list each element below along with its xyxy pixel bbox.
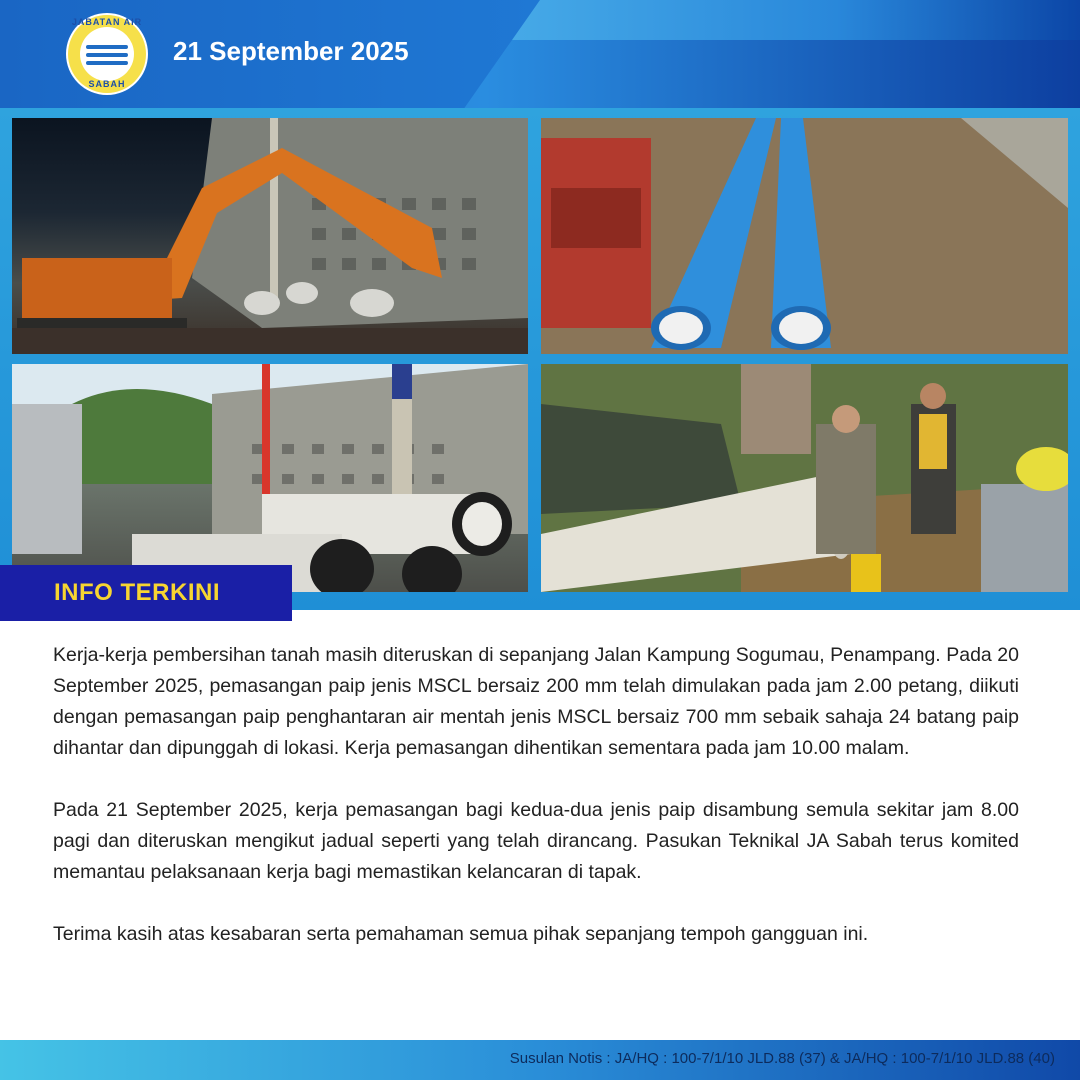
logo-text-bottom: SABAH [88, 79, 126, 89]
photo-crane-pipe-lift [12, 364, 528, 592]
logo-text-top: JABATAN AIR [71, 17, 143, 27]
crane-pipe-illustration [12, 364, 528, 592]
excavator-scene-illustration [12, 118, 528, 354]
jabatan-air-sabah-logo [68, 15, 146, 93]
notice-date: 21 September 2025 [173, 36, 409, 66]
body-paragraph: Kerja-kerja pembersihan tanah masih diteruskan di sepanjang Jalan Kampung Sogumau, Penampang. Pada 20 September 2025, pemasangan paip jenis MSCL bersaiz 200 mm telah dimulakan pada jam 2.00 petang, diikuti dengan pemasangan paip penghantaran air mentah jenis MSCL bersaiz 700 mm sebaik sahaja 24 batang paip dihantar dan dipunggah di lokasi. Kerja pemasangan dihentikan sementara pada jam 10.00 malam. [53, 644, 1019, 759]
header-banner [0, 0, 1080, 108]
water-wave-icon [86, 45, 128, 49]
photo-excavator-night [12, 118, 528, 354]
water-wave-icon [86, 61, 128, 65]
body-paragraph: Pada 21 September 2025, kerja pemasangan bagi kedua-dua jenis paip disambung semula sekitar jam 8.00 pagi dan diteruskan mengikut jadual seperti yang telah dirancang. Pasukan Teknikal JA Sabah terus komited memantau pelaksanaan kerja bagi memastikan kelancaran di tapak. [53, 799, 1019, 883]
blue-pipes-illustration [541, 118, 1068, 354]
photo-workers-pipe [541, 364, 1068, 592]
workers-pipe-illustration [541, 364, 1068, 592]
info-terkini-badge [0, 565, 292, 621]
photo-blue-pipes [541, 118, 1068, 354]
footer-reference: Susulan Notis : JA/HQ : 100-7/1/10 JLD.88 (37) & JA/HQ : 100-7/1/10 JLD.88 (40) [509, 1050, 1055, 1067]
footer-bar [0, 1040, 1080, 1080]
body-paragraph: Terima kasih atas kesabaran serta pemahaman semua pihak sepanjang tempoh gangguan ini. [53, 923, 869, 945]
notice-body [53, 640, 1019, 981]
info-terkini-label: INFO TERKINI [54, 579, 220, 606]
photo-collage [0, 108, 1080, 610]
water-wave-icon [86, 53, 128, 57]
header-accent-stripe [470, 0, 1080, 40]
